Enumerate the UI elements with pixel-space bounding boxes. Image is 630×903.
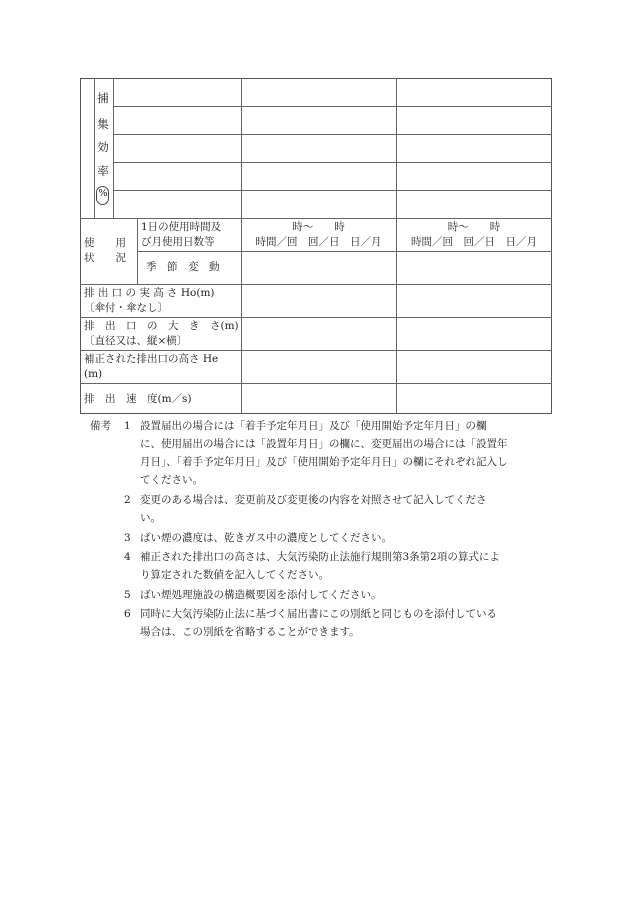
note-line: り算定された数値を記入してください。	[140, 569, 329, 581]
note-line: 月日」、「着手予定年月日」及び「使用開始予定年月日」の欄にそれぞれ記入し	[140, 456, 508, 468]
note-line: 補正された排出口の高さは、大気汚染防止法施行規則第3条第2項の算式によ	[140, 551, 500, 563]
note-line: 場合は、この別紙を省略することができます。	[140, 626, 360, 638]
divider	[80, 350, 552, 351]
efficiency-label-char: 率	[97, 164, 109, 178]
note-line: てください。	[140, 474, 203, 486]
exhaust-speed-label: 排 出 速 度(m／s)	[84, 393, 192, 405]
note-number: 2	[124, 494, 131, 506]
percent-unit: %	[98, 188, 108, 199]
divider	[113, 134, 552, 135]
outlet-size-label: 排 出 口 の 大 き さ(m)	[84, 320, 239, 332]
usage-col2-freq: 時間／回 回／日 日／月	[411, 236, 537, 248]
note-number: 3	[124, 532, 131, 544]
outlet-height-sub: 〔傘付・傘なし〕	[84, 302, 168, 314]
divider	[113, 162, 552, 163]
note-line: 設置届出の場合には「着手予定年月日」及び「使用開始予定年月日」の欄	[140, 420, 487, 432]
hours-label-line2: び月使用日数等	[141, 236, 215, 248]
note-line: 変更のある場合は、変更前及び変更後の内容を対照させて記入してくださ	[140, 494, 487, 506]
divider	[113, 190, 552, 191]
seasonal-label: 季 節 変 動	[146, 261, 220, 273]
note-number: 4	[124, 551, 131, 563]
divider	[80, 284, 552, 285]
note-line: ばい煙処理施設の構造概要図を添付してください。	[140, 589, 382, 601]
divider	[80, 218, 552, 219]
divider	[113, 106, 552, 107]
note-number: 1	[124, 420, 131, 432]
divider	[80, 317, 552, 318]
efficiency-label-char: 集	[97, 117, 109, 131]
usage-col2-time: 時～ 時	[447, 221, 501, 233]
notes-title: 備考	[90, 420, 111, 432]
divider	[113, 78, 114, 218]
usage-label-line1: 使 用	[84, 237, 126, 249]
divider	[137, 251, 552, 252]
note-line: 同時に大気汚染防止法に基づく届出書にこの別紙と同じものを添付している	[140, 608, 497, 620]
outlet-height-label: 排 出 口 の 実 高 さ Ho(m)	[84, 287, 215, 299]
corrected-height-label: 補正された排出口の高さ He	[84, 353, 219, 365]
corrected-height-unit: (m)	[84, 368, 103, 380]
hours-label-line1: 1日の使用時間及	[141, 221, 222, 233]
outlet-size-sub: 〔直径又は、縦×横〕	[84, 335, 188, 347]
note-number: 6	[124, 608, 131, 620]
note-line: い。	[140, 512, 161, 524]
usage-col1-freq: 時間／回 回／日 日／月	[255, 236, 382, 248]
note-line: ばい煙の濃度は、乾きガス中の濃度としてください。	[140, 532, 392, 544]
usage-col1-time: 時～ 時	[292, 221, 345, 233]
percent-unit-mark	[95, 186, 111, 206]
usage-label-line2: 状 況	[84, 252, 126, 264]
divider	[80, 383, 552, 384]
note-line: に、使用届出の場合には「設置年月日」の欄に、変更届出の場合には「設置年	[140, 438, 508, 450]
efficiency-label-char: 効	[97, 140, 109, 154]
efficiency-label-char: 捕	[97, 91, 109, 105]
note-number: 5	[124, 589, 131, 601]
